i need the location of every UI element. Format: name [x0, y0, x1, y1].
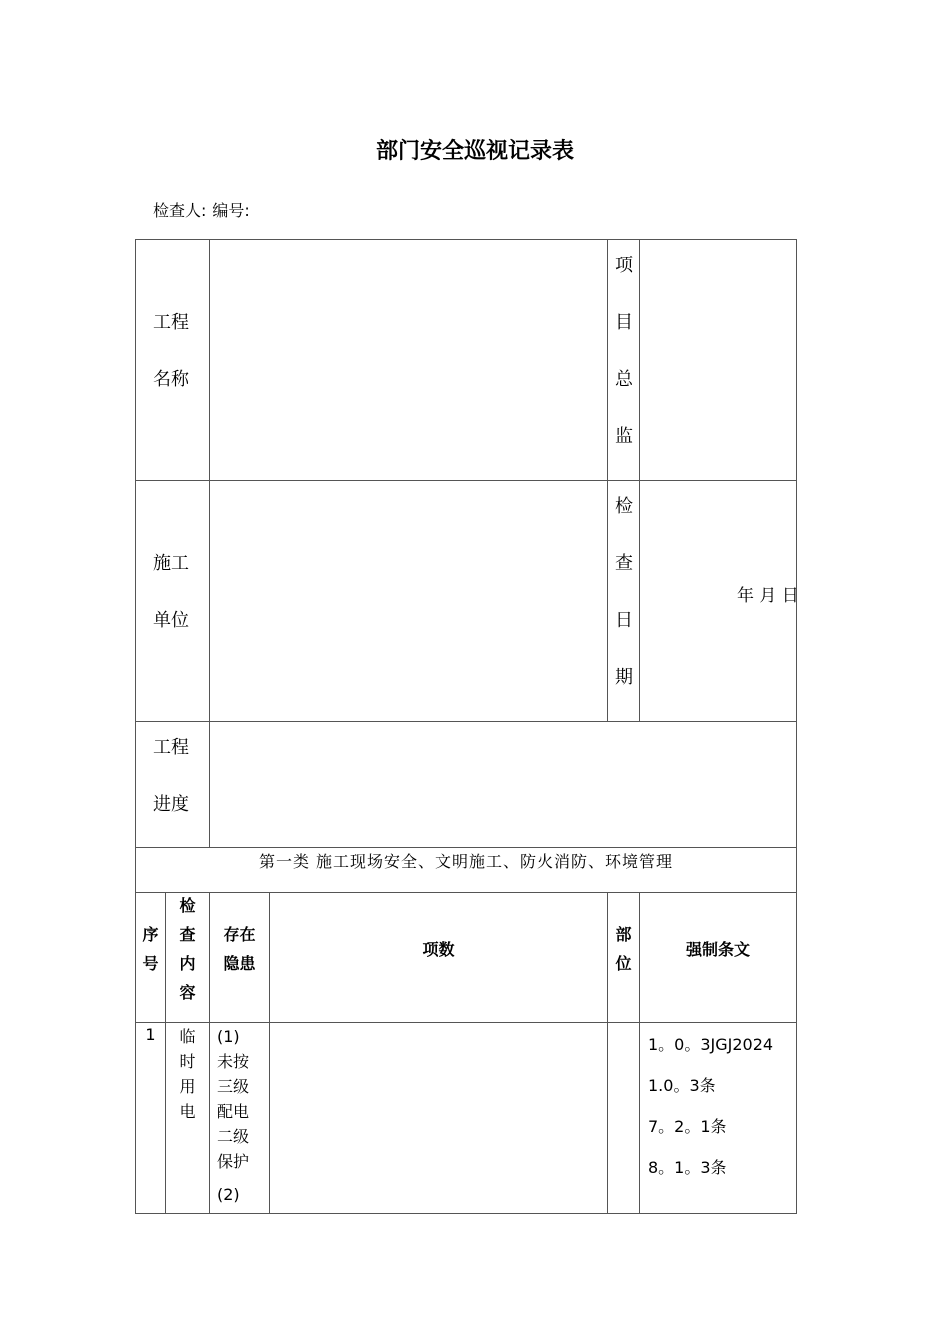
label-char: 监 [615, 426, 633, 447]
col-header-hazard [210, 920, 269, 978]
header-line: 隐患 [223, 954, 256, 973]
hazard-line: (2) [217, 1185, 240, 1204]
construction-unit-label [153, 535, 189, 649]
row-hazard [217, 1024, 249, 1207]
label-char: 查 [615, 553, 633, 574]
content-char: 电 [179, 1102, 196, 1121]
form-meta [153, 198, 250, 221]
header-line: 存在 [223, 925, 256, 944]
clause-line: 7。2。1条 [648, 1117, 727, 1136]
row-count-field[interactable] [270, 1023, 607, 1212]
label-line: 进度 [153, 794, 189, 815]
label-char: 期 [615, 667, 633, 688]
inspector-label: 检查人: [153, 201, 207, 220]
label-char: 总 [615, 369, 633, 390]
page-title: 部门安全巡视记录表 [375, 139, 574, 164]
header-char: 容 [179, 983, 196, 1002]
progress-label [153, 719, 189, 833]
col-header-clause: 强制条文 [685, 940, 750, 959]
label-line: 施工 [153, 553, 189, 574]
label-line: 单位 [153, 610, 189, 631]
project-director-field[interactable] [640, 240, 795, 479]
construction-unit-field[interactable] [210, 481, 606, 720]
content-char: 时 [179, 1052, 196, 1071]
row-seq: 1 [145, 1025, 156, 1044]
header-char: 位 [615, 954, 632, 973]
hazard-line: 配电 [217, 1102, 250, 1121]
col-header-location [608, 920, 639, 978]
label-line: 工程 [153, 737, 189, 758]
row-content [166, 1024, 209, 1124]
content-char: 临 [179, 1027, 196, 1046]
project-name-label [153, 294, 189, 408]
header-char: 序 [142, 925, 159, 944]
header-char: 号 [142, 954, 159, 973]
clause-line: 1。0。3JGJ2024 [648, 1035, 774, 1054]
row-location-field[interactable] [608, 1023, 639, 1212]
category-title: 第一类 施工现场安全、文明施工、防火消防、环境管理 [258, 852, 674, 871]
hazard-line: 二级 [217, 1127, 250, 1146]
hazard-line: 保护 [217, 1152, 250, 1171]
number-label: 编号: [212, 201, 250, 220]
clause-line: 8。1。3条 [648, 1158, 727, 1177]
hazard-line: 三级 [217, 1077, 250, 1096]
header-char: 检 [179, 896, 196, 915]
col-header-seq [136, 920, 165, 978]
progress-field[interactable] [210, 722, 795, 846]
inspection-date-value[interactable]: 年 月 日 [737, 586, 799, 606]
header-char: 部 [615, 925, 632, 944]
header-char: 内 [179, 954, 196, 973]
col-header-content [166, 891, 209, 1007]
label-line: 工程 [153, 312, 189, 333]
clause-line: 1.0。3条 [648, 1076, 716, 1095]
row-clauses [648, 1024, 773, 1188]
col-header-count: 项数 [422, 940, 455, 959]
project-director-label [609, 237, 639, 465]
inspection-date-label [609, 478, 639, 706]
hazard-line: 未按 [217, 1052, 250, 1071]
content-char: 用 [179, 1077, 196, 1096]
label-char: 日 [615, 610, 633, 631]
header-char: 查 [179, 925, 196, 944]
label-line: 名称 [153, 369, 189, 390]
label-char: 检 [615, 496, 633, 517]
project-name-field[interactable] [210, 240, 606, 479]
label-char: 项 [615, 255, 633, 276]
hazard-line: (1) [217, 1027, 240, 1046]
label-char: 目 [615, 312, 633, 333]
